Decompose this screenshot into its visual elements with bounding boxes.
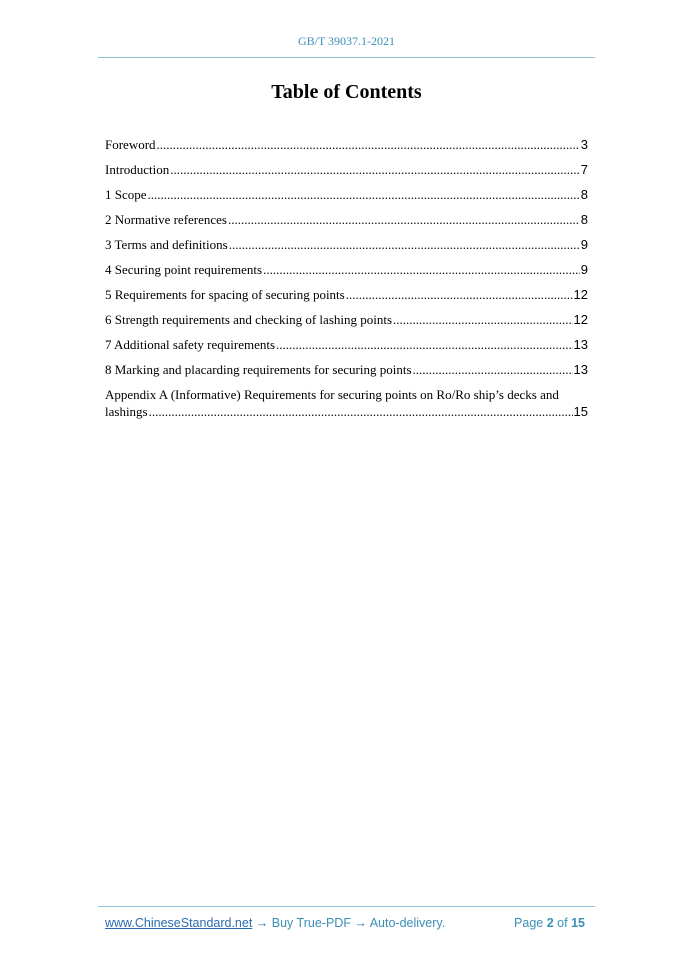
toc-entry-page: 15 — [573, 404, 588, 419]
toc-list — [105, 136, 588, 420]
right-arrow-icon: → — [350, 916, 370, 930]
footer-divider — [98, 906, 595, 907]
page-word: Page — [514, 916, 544, 930]
toc-entry-page: 9 — [580, 237, 588, 252]
toc-dot-leader — [228, 211, 580, 228]
toc-dot-leader — [393, 311, 573, 328]
toc-entry-page: 8 — [580, 212, 588, 227]
toc-dot-leader — [157, 136, 580, 153]
toc-dot-leader — [148, 186, 580, 203]
toc-dot-leader — [346, 286, 573, 303]
toc-entry-securing-point-requirements[interactable] — [105, 261, 588, 286]
toc-title: Table of Contents — [271, 81, 422, 103]
toc-entry-page: 7 — [580, 162, 588, 177]
toc-entry-scope[interactable] — [105, 186, 588, 211]
toc-entry-label: 8 Marking and placarding requirements for securing points — [105, 362, 412, 377]
toc-dot-leader — [263, 261, 580, 278]
site-link[interactable]: www.ChineseStandard.net — [105, 916, 253, 930]
toc-entry-introduction[interactable] — [105, 161, 588, 186]
toc-entry-normative-references[interactable] — [105, 211, 588, 236]
toc-entry-terms-and-definitions[interactable] — [105, 236, 588, 261]
header-divider — [98, 57, 595, 58]
toc-entry-strength-requirements[interactable] — [105, 311, 588, 336]
footer-promo — [105, 916, 445, 930]
toc-entry-label: 2 Normative references — [105, 212, 227, 227]
toc-entry-page: 9 — [580, 262, 588, 277]
toc-entry-appendix-a[interactable] — [105, 386, 588, 420]
toc-dot-leader — [170, 161, 580, 178]
toc-entry-spacing-requirements[interactable] — [105, 286, 588, 311]
toc-entry-foreword[interactable] — [105, 136, 588, 161]
current-page-number: 2 — [546, 916, 554, 930]
right-arrow-icon: → — [252, 916, 272, 930]
toc-entry-label-continued: lashings — [105, 404, 148, 419]
toc-entry-page: 12 — [573, 287, 588, 302]
toc-dot-leader — [149, 403, 573, 420]
toc-dot-leader — [413, 361, 573, 378]
total-pages-number: 15 — [571, 916, 585, 930]
auto-delivery-text: Auto-delivery. — [369, 916, 446, 930]
page-footer — [105, 916, 585, 934]
toc-entry-label: 6 Strength requirements and checking of lashing points — [105, 312, 393, 327]
toc-entry-page: 8 — [580, 187, 588, 202]
toc-entry-label: Introduction — [105, 162, 170, 177]
of-word: of — [557, 916, 568, 930]
toc-entry-label: 1 Scope — [105, 187, 147, 202]
toc-entry-page: 3 — [580, 137, 588, 152]
toc-dot-leader — [229, 236, 580, 253]
document-standard-code: GB/T 39037.1-2021 — [297, 34, 396, 48]
toc-entry-page: 12 — [573, 312, 588, 327]
toc-entry-page: 13 — [573, 337, 588, 352]
buy-true-pdf-text: Buy True-PDF — [271, 916, 351, 930]
toc-entry-marking-and-placarding[interactable] — [105, 361, 588, 386]
toc-entry-label: 7 Additional safety requirements — [105, 337, 276, 352]
toc-dot-leader — [276, 336, 572, 353]
toc-entry-label: Foreword — [105, 137, 156, 152]
toc-entry-label: 5 Requirements for spacing of securing points — [105, 287, 345, 302]
page-indicator — [514, 916, 585, 930]
toc-entry-page: 13 — [573, 362, 588, 377]
toc-entry-label: 4 Securing point requirements — [105, 262, 263, 277]
toc-entry-additional-safety[interactable] — [105, 336, 588, 361]
toc-entry-label: 3 Terms and definitions — [105, 237, 228, 252]
toc-entry-second-line — [105, 403, 588, 420]
toc-entry-label: Appendix A (Informative) Requirements for securing points on Ro/Ro ship’s decks and — [105, 387, 559, 402]
